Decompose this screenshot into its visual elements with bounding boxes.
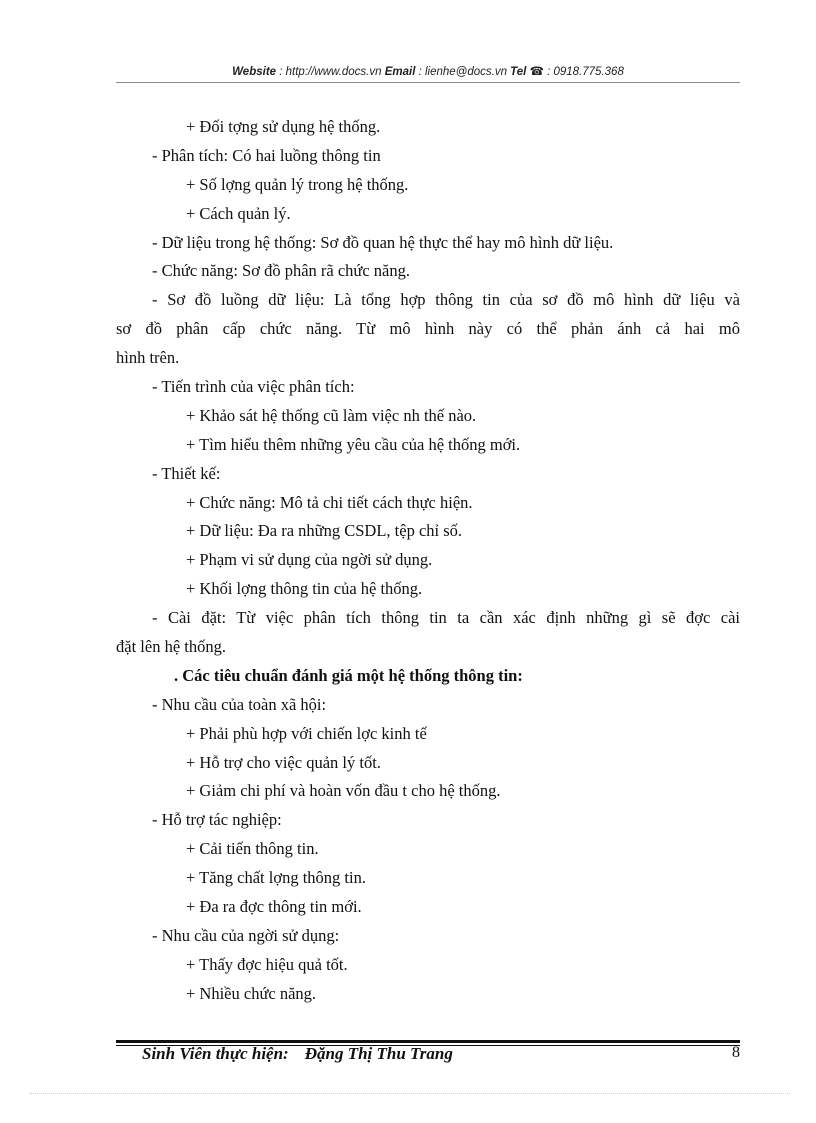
website-value: : http://www.docs.vn [276, 66, 385, 78]
text-line: + Tìm hiểu thêm những yêu cầu của hệ thống mới. [186, 434, 521, 454]
text-line: + Nhiều chức năng. [186, 983, 317, 1003]
page-header [116, 64, 740, 78]
text-line: + Tăng chất lợng thông tin. [186, 868, 366, 888]
text-line: - Phân tích: Có hai luồng thông tin [152, 145, 381, 165]
text-line: + Chức năng: Mô tả chi tiết cách thực hiện. [186, 492, 473, 512]
text-line: + Đối tợng sử dụng hệ thống. [186, 117, 381, 136]
text-line: + Dữ liệu: Đa ra những CSDL, tệp chỉ số. [186, 521, 463, 541]
text-line: - Sơ đồ luồng dữ liệu: Là tổng hợp thông tin của sơ đồ mô hình dữ liệu và [152, 290, 740, 310]
page-number: 8 [732, 1044, 740, 1061]
text-line: đặt lên hệ thống. [116, 637, 226, 657]
text-line: + Phải phù hợp với chiến lợc kinh tế [186, 723, 427, 743]
page-bottom-dotted-line [30, 1093, 790, 1094]
text-line: + Khối lợng thông tin của hệ thống. [186, 579, 423, 599]
footer-author-name: Đặng Thị Thu Trang [304, 1044, 453, 1063]
text-line: - Hỗ trợ tác nghiệp: [152, 810, 282, 830]
section-heading: . Các tiêu chuẩn đánh giá một hệ thống thông tin: [174, 665, 523, 685]
text-line: - Dữ liệu trong hệ thống: Sơ đồ quan hệ thực thể hay mô hình dữ liệu. [152, 232, 614, 252]
tel-value: : 0918.775.368 [543, 66, 624, 78]
text-line: - Cài đặt: Từ việc phân tích thông tin ta cần xác định những gì sẽ đợc cài [152, 608, 740, 628]
text-line: + Số lợng quản lý trong hệ thống. [186, 174, 409, 194]
header-divider [116, 82, 740, 83]
text-line: + Cải tiến thông tin. [186, 839, 319, 859]
email-value: : lienhe@docs.vn [415, 66, 511, 78]
tel-label: Tel [510, 66, 527, 78]
text-line: + Giảm chi phí và hoàn vốn đầu t cho hệ thống. [186, 781, 501, 801]
text-line: + Thấy đợc hiệu quả tốt. [186, 954, 348, 974]
text-line: - Nhu cầu của toàn xã hội: [152, 694, 327, 714]
text-line: + Đa ra đợc thông tin mới. [186, 897, 362, 917]
page-footer [142, 1044, 453, 1064]
text-line: - Chức năng: Sơ đồ phân rã chức năng. [152, 261, 411, 281]
text-line: + Hỗ trợ cho việc quản lý tốt. [186, 752, 381, 772]
text-line: - Thiết kế: [152, 463, 221, 483]
text-line: - Tiến trình của việc phân tích: [152, 377, 355, 397]
text-line: hình trên. [116, 348, 180, 368]
text-line: + Khảo sát hệ thống cũ làm việc nh thế nào. [186, 405, 477, 425]
text-line: + Phạm vi sử dụng của ngời sử dụng. [186, 550, 433, 570]
phone-icon: ☎ [529, 66, 544, 78]
document-body [116, 113, 740, 1009]
text-line: sơ đồ phân cấp chức năng. Từ mô hình này có thể phản ánh cả hai mô [116, 319, 740, 339]
email-label: Email [384, 66, 416, 78]
text-line: - Nhu cầu của ngời sử dụng: [152, 925, 340, 945]
website-label: Website [232, 66, 277, 78]
footer-divider-thick [116, 1040, 740, 1043]
footer-label: Sinh Viên thực hiện: [142, 1044, 289, 1063]
text-line: + Cách quản lý. [186, 203, 291, 223]
